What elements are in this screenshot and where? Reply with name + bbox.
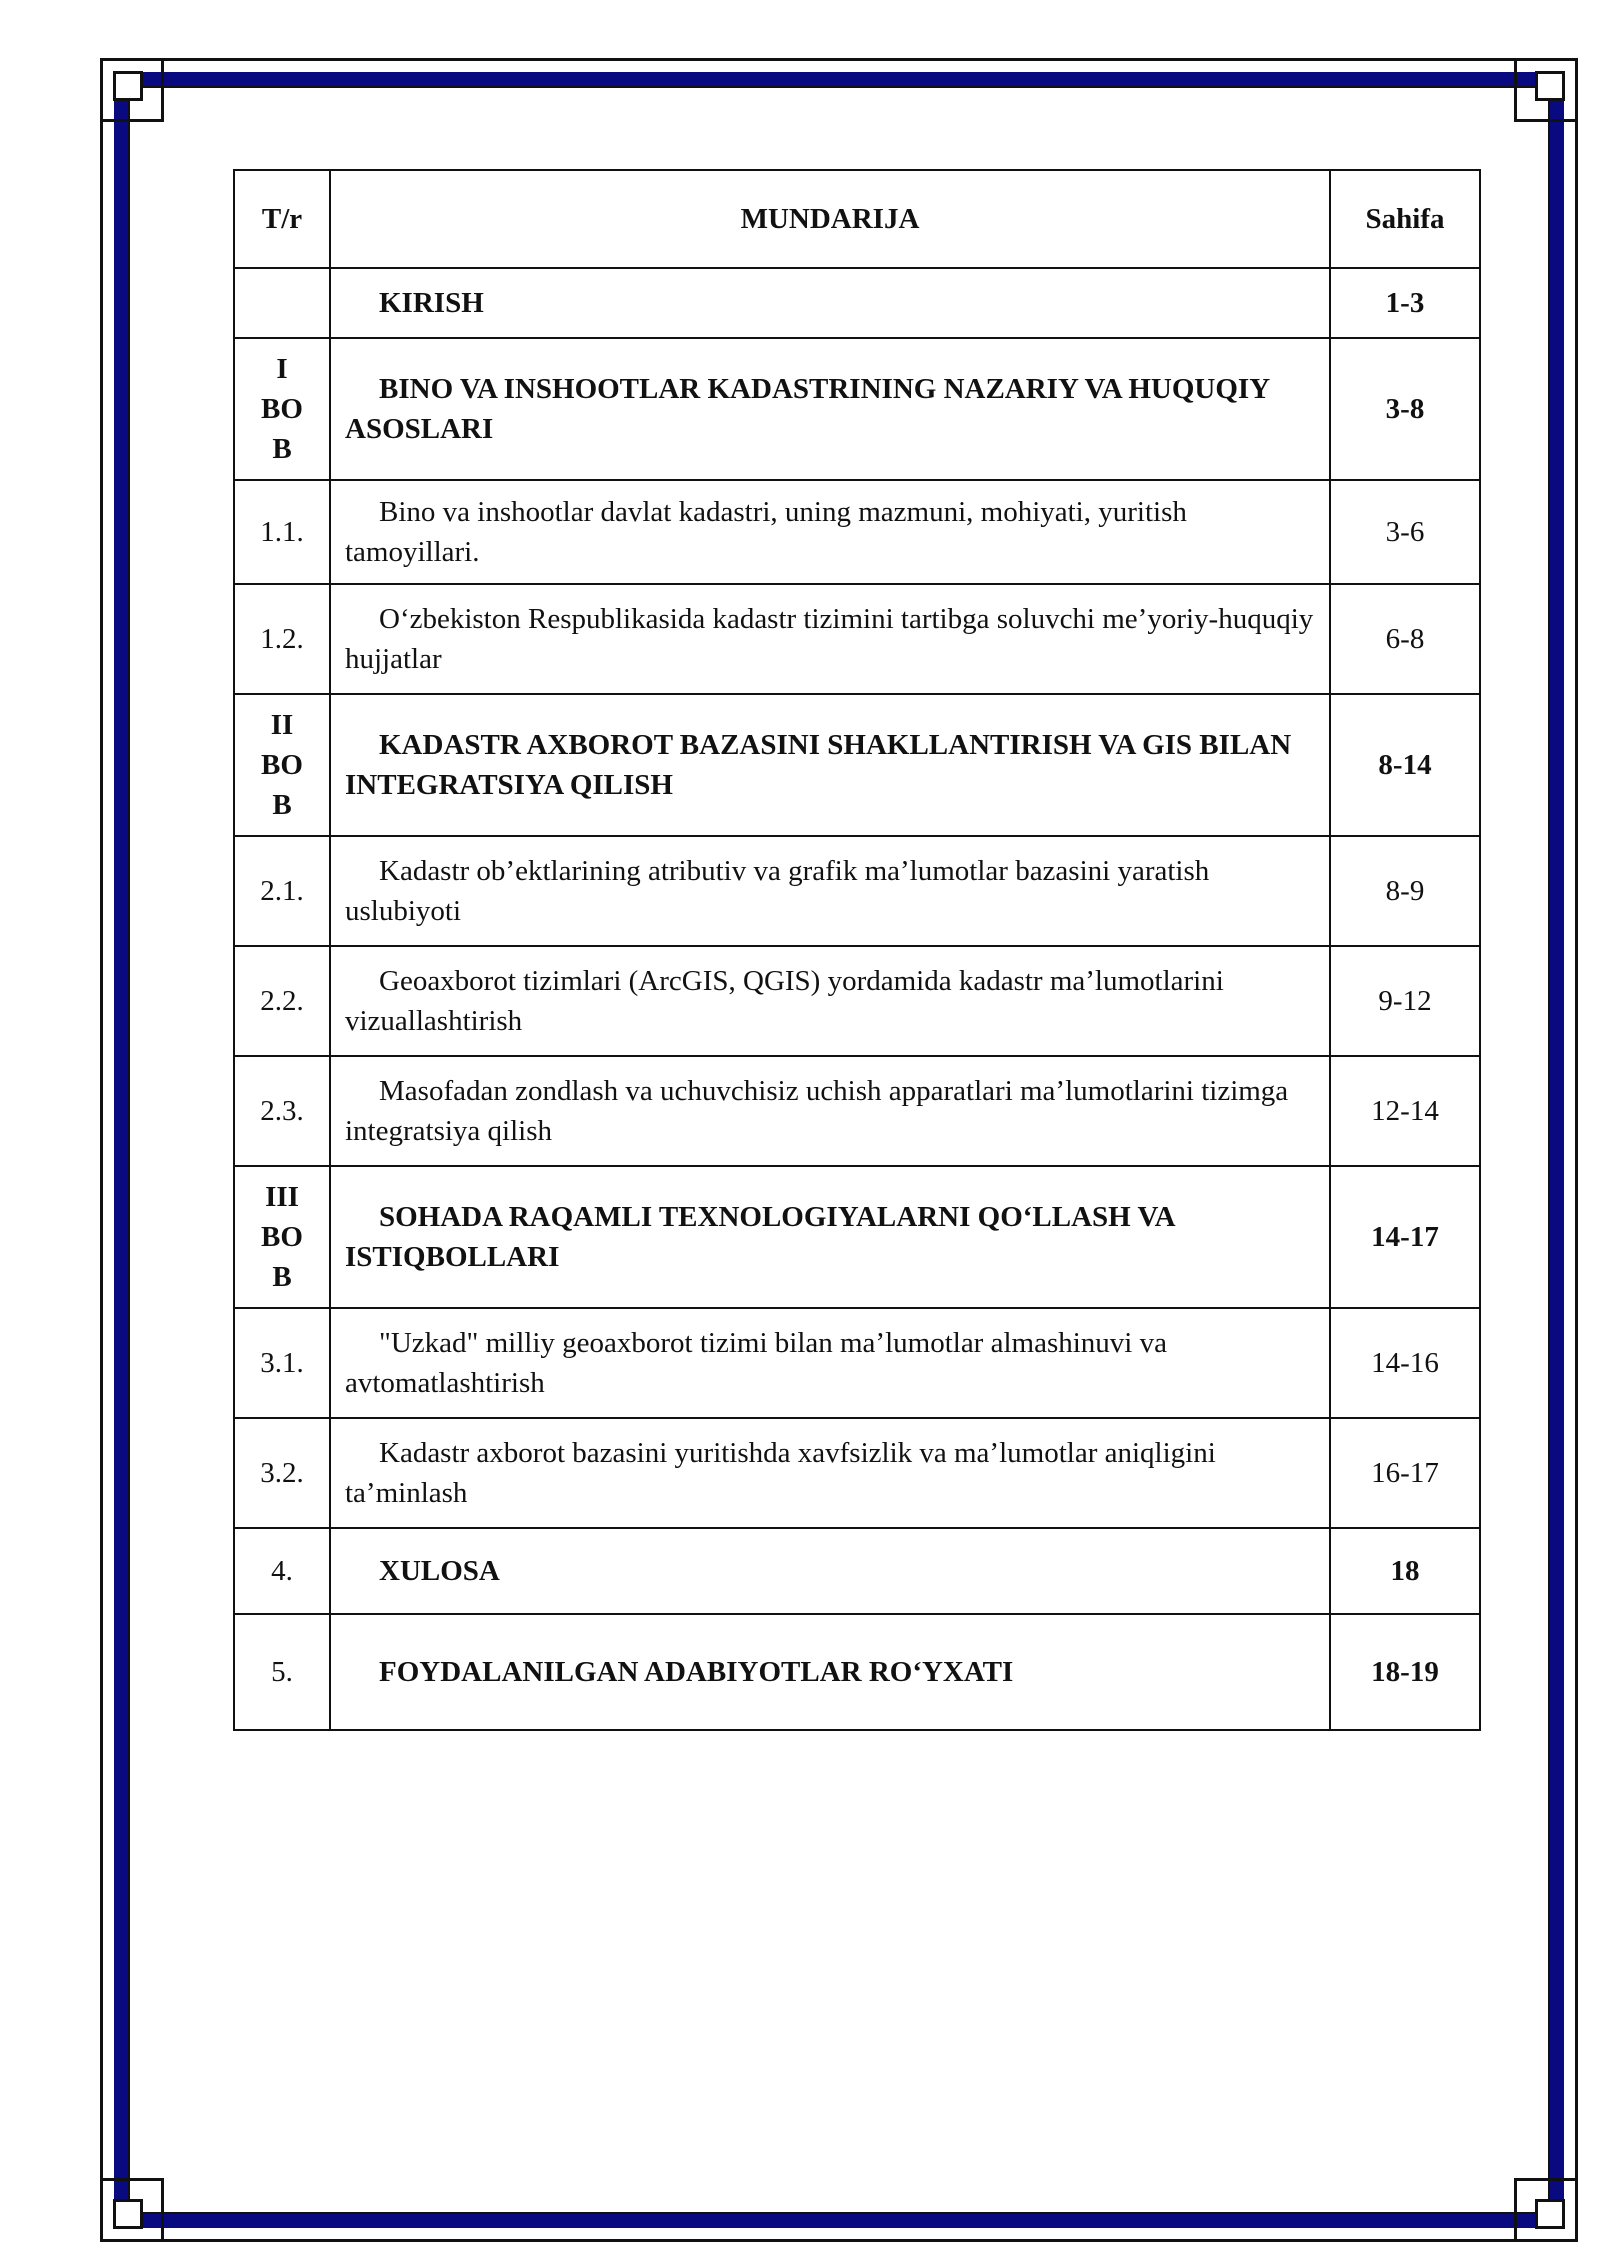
- contents-row: [234, 480, 1480, 584]
- row-page: 14-17: [1330, 1166, 1480, 1308]
- row-title-cell: [330, 694, 1330, 836]
- row-title: Bino va inshootlar davlat kadastri, uning mazmuni, mohiyati, yuritish tamoyillari.: [345, 496, 1187, 568]
- row-number: 3.1.: [234, 1308, 330, 1418]
- column-header-page: Sahifa: [1330, 170, 1480, 268]
- row-title-cell: [330, 1418, 1330, 1528]
- contents-row: [234, 1614, 1480, 1730]
- column-header-number: T/r: [234, 170, 330, 268]
- contents-table: [233, 169, 1481, 1731]
- column-header-title: MUNDARIJA: [330, 170, 1330, 268]
- row-title-cell: [330, 268, 1330, 338]
- row-title: FOYDALANILGAN ADABIYOTLAR RO‘YXATI: [379, 1656, 1014, 1688]
- corner-ornament-bottom-right: [1514, 2178, 1578, 2242]
- row-title-cell: [330, 946, 1330, 1056]
- row-title: SOHADA RAQAMLI TEXNOLOGIYALARNI QO‘LLASH VA ISTIQBOLLARI: [345, 1201, 1174, 1273]
- row-number: 2.2.: [234, 946, 330, 1056]
- corner-ornament-bottom-left: [100, 2178, 164, 2242]
- row-title: Kadastr ob’ektlarining atributiv va grafik ma’lumotlar bazasini yaratish uslubiyoti: [345, 855, 1210, 927]
- row-page: 14-16: [1330, 1308, 1480, 1418]
- row-number: III BO B: [234, 1166, 330, 1308]
- row-number: I BO B: [234, 338, 330, 480]
- contents-row: [234, 1308, 1480, 1418]
- row-title-cell: [330, 1308, 1330, 1418]
- row-title: "Uzkad" milliy geoaxborot tizimi bilan ma’lumotlar almashinuvi va avtomatlashtirish: [345, 1327, 1167, 1399]
- row-number: [234, 268, 330, 338]
- contents-row: [234, 694, 1480, 836]
- row-page: 18-19: [1330, 1614, 1480, 1730]
- row-number: 3.2.: [234, 1418, 330, 1528]
- row-number: 4.: [234, 1528, 330, 1614]
- contents-row: [234, 1056, 1480, 1166]
- row-title-cell: [330, 1614, 1330, 1730]
- row-number: 2.1.: [234, 836, 330, 946]
- row-number: II BO B: [234, 694, 330, 836]
- row-page: 12-14: [1330, 1056, 1480, 1166]
- row-title-cell: [330, 1528, 1330, 1614]
- row-title: KADASTR AXBOROT BAZASINI SHAKLLANTIRISH VA GIS BILAN INTEGRATSIYA QILISH: [345, 729, 1292, 801]
- contents-row: [234, 946, 1480, 1056]
- contents-row: [234, 1528, 1480, 1614]
- row-page: 9-12: [1330, 946, 1480, 1056]
- row-page: 16-17: [1330, 1418, 1480, 1528]
- row-page: 18: [1330, 1528, 1480, 1614]
- row-page: 8-9: [1330, 836, 1480, 946]
- row-number: 1.1.: [234, 480, 330, 584]
- row-number: 1.2.: [234, 584, 330, 694]
- row-title-cell: [330, 1166, 1330, 1308]
- row-title-cell: [330, 584, 1330, 694]
- row-title: Geoaxborot tizimlari (ArcGIS, QGIS) yordamida kadastr ma’lumotlarini vizuallashtirish: [345, 965, 1224, 1037]
- corner-ornament-top-left: [100, 58, 164, 122]
- row-page: 8-14: [1330, 694, 1480, 836]
- table-header-row: [234, 170, 1480, 268]
- row-title: Masofadan zondlash va uchuvchisiz uchish apparatlari ma’lumotlarini tizimga integratsiya qilish: [345, 1075, 1289, 1147]
- row-title: Kadastr axborot bazasini yuritishda xavfsizlik va ma’lumotlar aniqligini ta’minlash: [345, 1437, 1216, 1509]
- contents-row: [234, 338, 1480, 480]
- row-number: 2.3.: [234, 1056, 330, 1166]
- contents-row: [234, 1418, 1480, 1528]
- contents-table-body: [234, 268, 1480, 1730]
- row-title-cell: [330, 836, 1330, 946]
- row-page: 3-6: [1330, 480, 1480, 584]
- row-title: BINO VA INSHOOTLAR KADASTRINING NAZARIY VA HUQUQIY ASOSLARI: [345, 373, 1270, 445]
- contents-row: [234, 584, 1480, 694]
- row-title: XULOSA: [379, 1555, 500, 1587]
- contents-row: [234, 836, 1480, 946]
- row-page: 3-8: [1330, 338, 1480, 480]
- row-title: O‘zbekiston Respublikasida kadastr tizimini tartibga soluvchi me’yoriy-huquqiy hujjatlar: [345, 603, 1314, 675]
- corner-ornament-top-right: [1514, 58, 1578, 122]
- row-page: 6-8: [1330, 584, 1480, 694]
- row-title-cell: [330, 1056, 1330, 1166]
- row-title-cell: [330, 338, 1330, 480]
- contents-row: [234, 268, 1480, 338]
- row-number: 5.: [234, 1614, 330, 1730]
- row-title: KIRISH: [379, 287, 484, 319]
- row-page: 1-3: [1330, 268, 1480, 338]
- contents-row: [234, 1166, 1480, 1308]
- row-title-cell: [330, 480, 1330, 584]
